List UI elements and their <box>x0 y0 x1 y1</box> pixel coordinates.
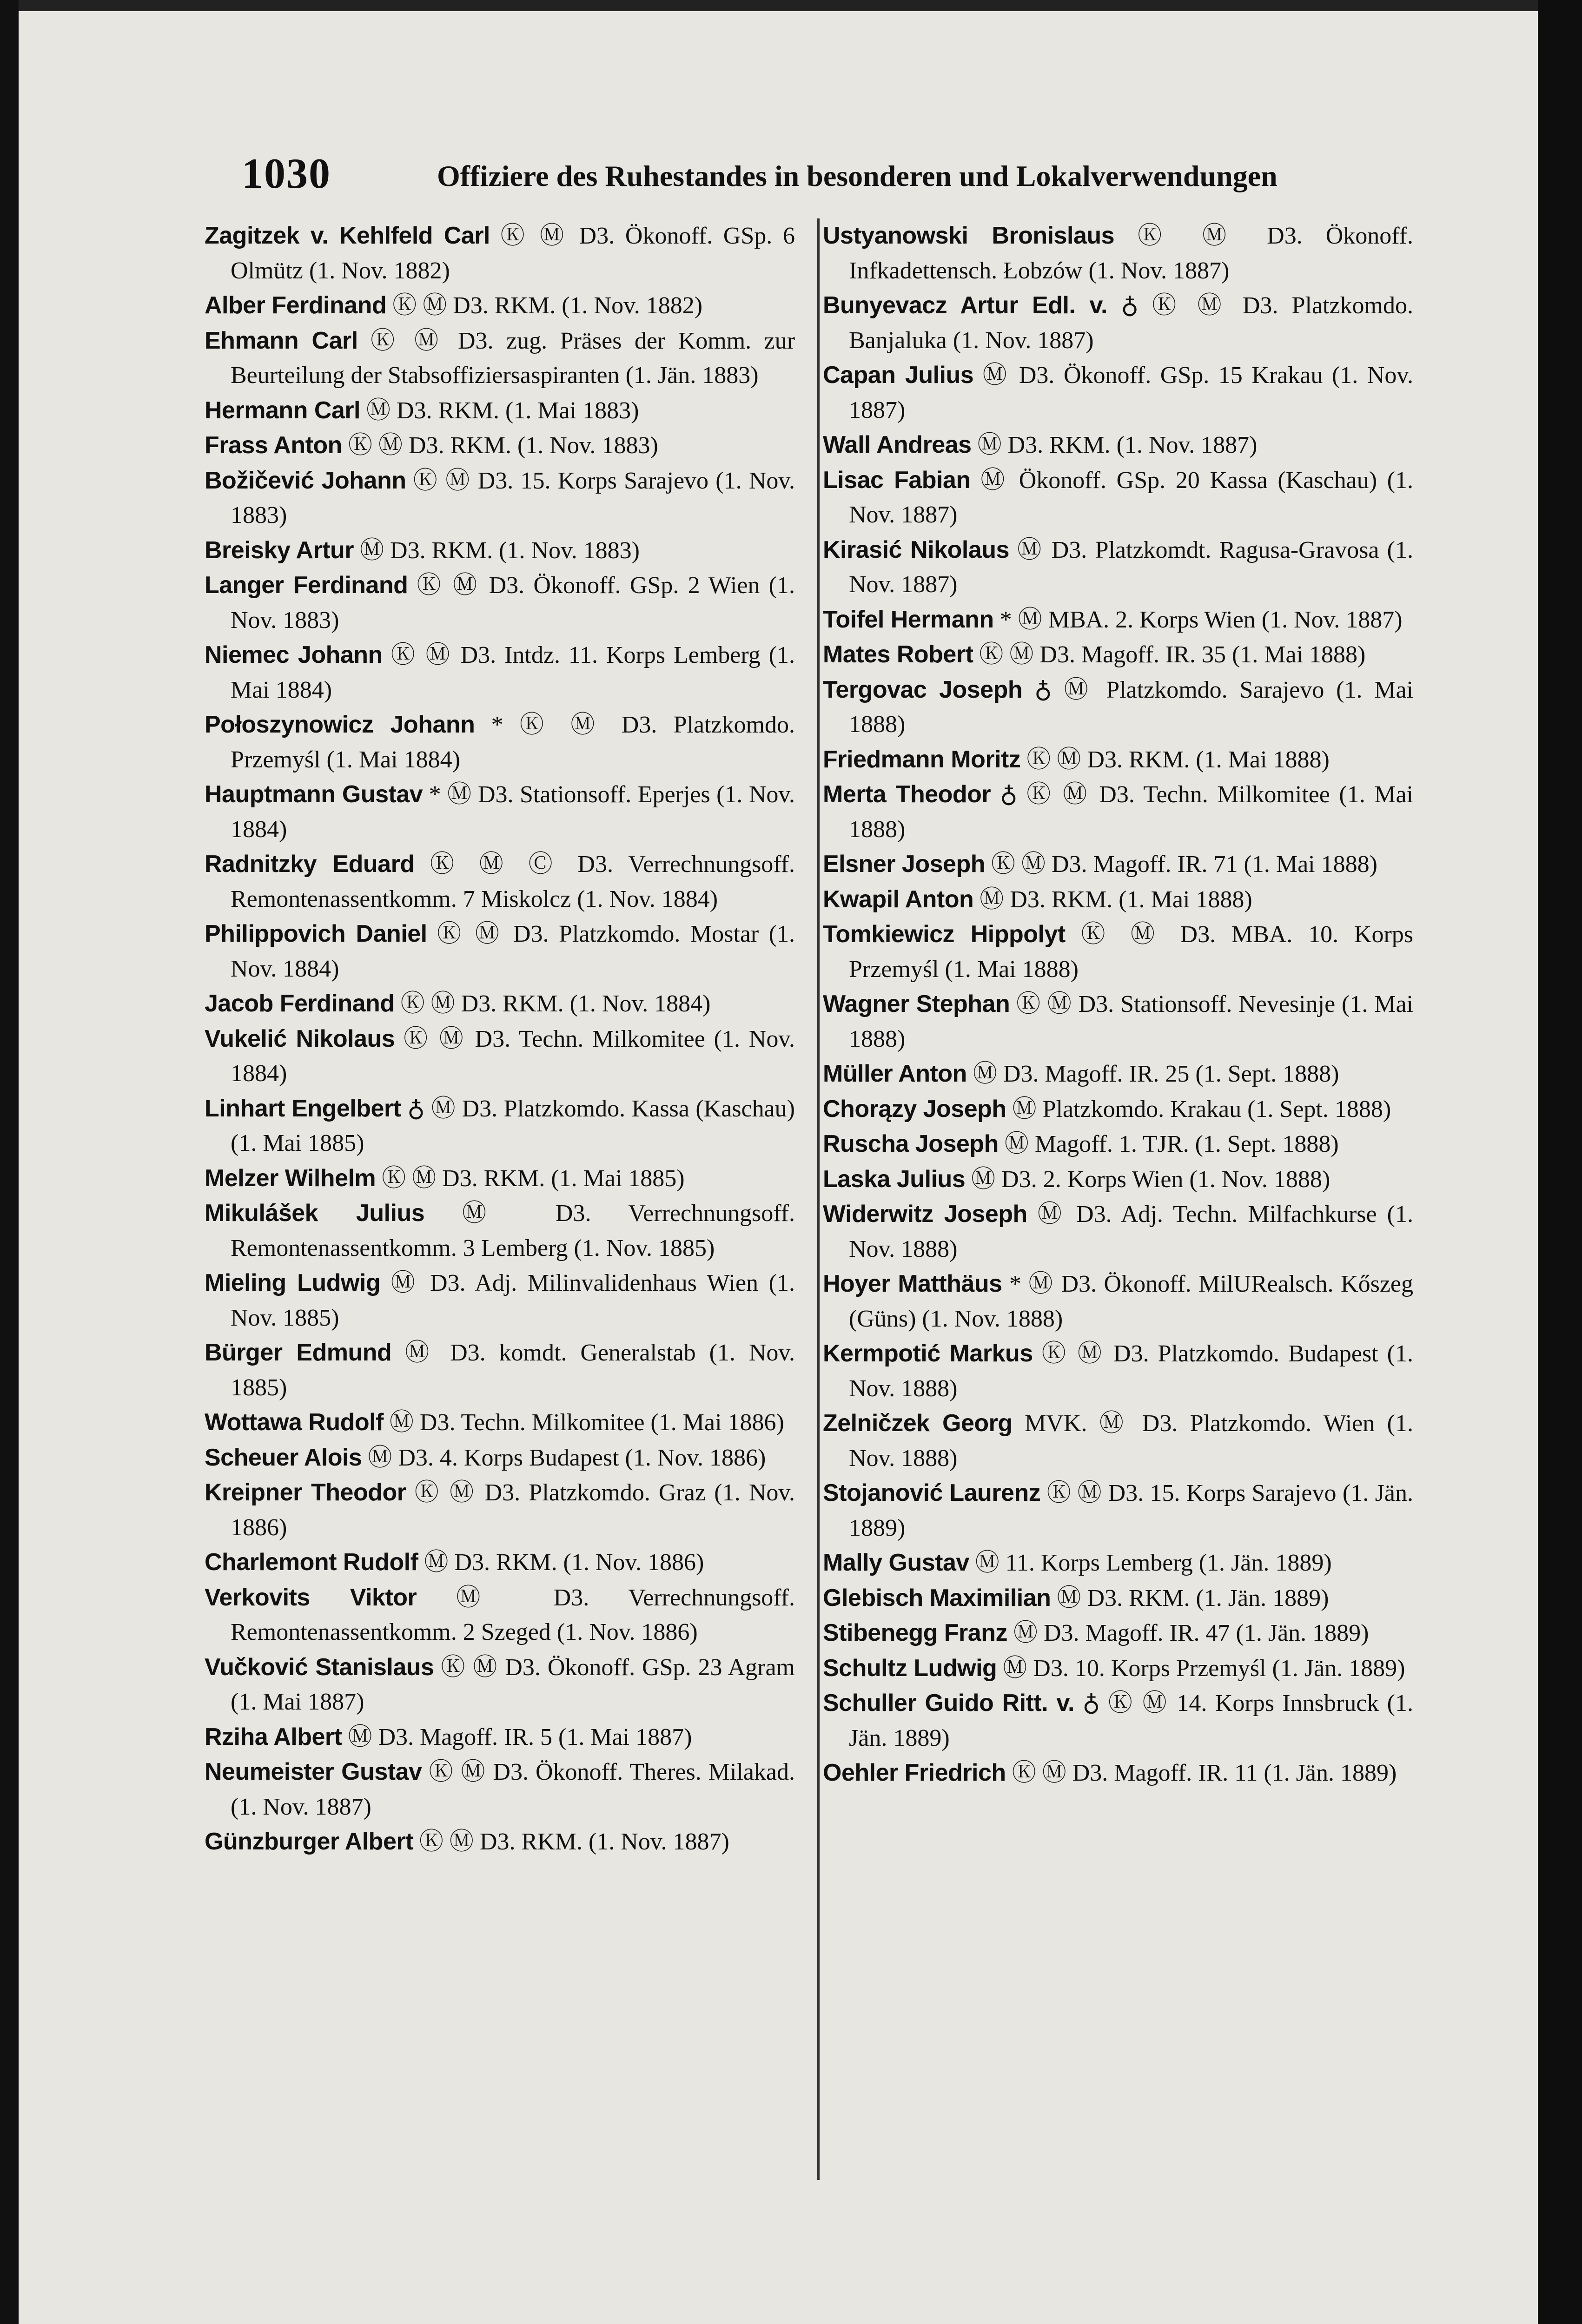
officer-details: Ⓚ Ⓜ D3. RKM. (1. Mai 1888) <box>1026 746 1330 773</box>
officer-name: Philippovich Daniel <box>205 920 427 947</box>
officer-details: Ⓜ D3. Techn. Milkomitee (1. Mai 1886) <box>389 1409 784 1436</box>
officer-details: Ⓜ 11. Korps Lemberg (1. Jän. 1889) <box>975 1550 1332 1576</box>
officer-entry <box>823 463 1413 533</box>
officer-details: Ⓚ Ⓜ D3. Ökonoff. GSp. 6 Olmütz (1. Nov. 1882) <box>231 223 795 284</box>
officer-name: Toifel Hermann <box>823 606 994 633</box>
officer-entry <box>823 1616 1413 1651</box>
officer-details: Ⓚ Ⓜ D3. RKM. (1. Nov. 1887) <box>419 1829 729 1855</box>
officer-details: Ⓚ Ⓜ D3. RKM. (1. Nov. 1883) <box>348 432 658 459</box>
officer-details: Ⓚ Ⓜ D3. zug. Präses der Komm. zur Beurteilung der Stabsoffiziersaspiranten (1. Jän. 1883) <box>231 327 795 389</box>
officer-entry <box>823 218 1413 288</box>
officer-name: Langer Ferdinand <box>205 572 408 599</box>
officer-name: Schuller Guido Ritt. v. <box>823 1690 1074 1717</box>
officer-details: Ⓜ D3. RKM. (1. Nov. 1883) <box>360 537 640 564</box>
officer-details: Ⓜ D3. Adj. Techn. Milfachkurse (1. Nov. 1888) <box>849 1201 1413 1262</box>
officer-name: Elsner Joseph <box>823 851 985 878</box>
scan-right-edge <box>1538 0 1582 2324</box>
officer-details: Ⓜ D3. RKM. (1. Mai 1888) <box>980 886 1252 913</box>
officer-details: ♁ Ⓜ D3. Platzkomdo. Kassa (Kaschau) (1. Mai 1885) <box>231 1095 795 1156</box>
officer-name: Verkovits Viktor <box>205 1584 417 1611</box>
officer-name: Hoyer Matthäus <box>823 1270 1002 1297</box>
officer-entry <box>205 324 795 393</box>
officer-details: Ⓚ Ⓜ Ⓒ D3. Verrechnungsoff. Remontenassentkomm. 7 Miskolcz (1. Nov. 1884) <box>231 851 795 912</box>
officer-entry <box>205 1475 795 1545</box>
officer-details: * Ⓜ D3. Stationsoff. Eperjes (1. Nov. 1884) <box>231 781 795 843</box>
officer-details: Ⓚ Ⓜ D3. Platzkomdo. Budapest (1. Nov. 1888) <box>849 1340 1413 1402</box>
officer-details: Ⓚ Ⓜ D3. Ökonoff. Infkadettensch. Łobzów (1. Nov. 1887) <box>849 223 1413 284</box>
officer-name: Merta Theodor <box>823 781 991 808</box>
officer-name: Mieling Ludwig <box>205 1269 381 1296</box>
officer-details: Ⓜ D3. RKM. (1. Jän. 1889) <box>1057 1585 1329 1611</box>
scan-top-edge <box>0 0 1582 11</box>
officer-entry <box>205 1266 795 1335</box>
officer-name: Widerwitz Joseph <box>823 1201 1027 1228</box>
officer-entry <box>823 1406 1413 1476</box>
officer-entry <box>823 1651 1413 1686</box>
officer-entry <box>205 638 795 707</box>
right-column <box>823 218 1413 2185</box>
officer-details: Ⓚ Ⓜ D3. Platzkomdo. Graz (1. Nov. 1886) <box>231 1479 795 1541</box>
officer-entry <box>205 1161 795 1196</box>
officer-entry <box>205 1335 795 1405</box>
officer-entry <box>205 1091 795 1161</box>
officer-entry <box>823 637 1413 673</box>
officer-name: Günzburger Albert <box>205 1828 413 1855</box>
officer-name: Kirasić Nikolaus <box>823 536 1009 563</box>
officer-entry <box>205 1022 795 1091</box>
officer-details: Ⓚ Ⓜ D3. Stationsoff. Nevesinje (1. Mai 1888) <box>849 991 1413 1052</box>
officer-details: Ⓜ D3. Magoff. IR. 5 (1. Mai 1887) <box>348 1723 692 1750</box>
officer-entry <box>205 1755 795 1824</box>
officer-details: Ⓜ D3. 4. Korps Budapest (1. Nov. 1886) <box>368 1444 766 1471</box>
officer-entry <box>823 1127 1413 1162</box>
officer-details: Ⓜ D3. RKM. (1. Nov. 1887) <box>977 432 1258 458</box>
officer-name: Jacob Ferdinand <box>205 990 395 1017</box>
officer-entry <box>205 1545 795 1580</box>
officer-name: Rziha Albert <box>205 1723 342 1750</box>
officer-entry <box>205 288 795 324</box>
officer-name: Ruscha Joseph <box>823 1130 999 1157</box>
officer-entry <box>205 463 795 533</box>
officer-entry <box>823 742 1413 778</box>
officer-name: Schultz Ludwig <box>823 1654 997 1682</box>
officer-name: Vučković Stanislaus <box>205 1653 434 1681</box>
officer-entry <box>205 1440 795 1476</box>
officer-name: Ehmann Carl <box>205 327 358 354</box>
officer-name: Scheuer Alois <box>205 1444 362 1471</box>
officer-entry <box>823 1162 1413 1197</box>
officer-entry <box>205 428 795 463</box>
officer-details: Ⓜ Ökonoff. GSp. 20 Kassa (Kaschau) (1. Nov. 1887) <box>849 467 1413 528</box>
officer-details: Ⓚ Ⓜ D3. Techn. Milkomitee (1. Nov. 1884) <box>231 1025 795 1087</box>
officer-details: Ⓜ D3. Platzkomdt. Ragusa-Gravosa (1. Nov. 1887) <box>849 536 1413 598</box>
officer-details: ♁ Ⓚ Ⓜ 14. Korps Innsbruck (1. Jän. 1889) <box>849 1690 1413 1751</box>
officer-details: Ⓚ Ⓜ D3. RKM. (1. Mai 1885) <box>382 1165 685 1192</box>
officer-details: Ⓜ D3. RKM. (1. Mai 1883) <box>366 397 639 424</box>
officer-name: Breisky Artur <box>205 536 354 564</box>
officer-details: Ⓚ Ⓜ D3. 15. Korps Sarajevo (1. Nov. 1883) <box>231 467 795 528</box>
officer-details: * Ⓚ Ⓜ D3. Platzkomdo. Przemyśl (1. Mai 1884) <box>231 712 795 773</box>
officer-name: Oehler Friedrich <box>823 1759 1006 1786</box>
page-header <box>242 149 1395 200</box>
officer-name: Wottawa Rudolf <box>205 1409 384 1436</box>
officer-details: Ⓜ D3. Verrechnungsoff. Remontenassentkomm. 3 Lemberg (1. Nov. 1885) <box>231 1200 795 1261</box>
running-title: Offiziere des Ruhestandes in besonderen und Lokalverwendungen <box>437 159 1278 192</box>
officer-name: Bunyevacz Artur Edl. v. <box>823 292 1107 319</box>
officer-entry <box>205 986 795 1022</box>
officer-entry <box>205 1824 795 1860</box>
officer-name: Połoszynowicz Johann <box>205 711 475 738</box>
officer-details: ♁ Ⓚ Ⓜ D3. Techn. Milkomitee (1. Mai 1888) <box>849 781 1413 843</box>
officer-entry <box>205 917 795 986</box>
officer-details: Ⓜ D3. komdt. Generalstab (1. Nov. 1885) <box>231 1340 795 1401</box>
officer-name: Zelničzek Georg <box>823 1410 1013 1437</box>
officer-entry <box>823 1581 1413 1616</box>
officer-entry <box>823 428 1413 463</box>
officer-details: Ⓚ Ⓜ D3. Platzkomdo. Mostar (1. Nov. 1884) <box>231 921 795 982</box>
officer-entry <box>205 707 795 777</box>
officer-details: Ⓚ Ⓜ D3. MBA. 10. Korps Przemyśl (1. Mai 1888) <box>849 921 1413 983</box>
officer-details: Ⓜ D3. Magoff. IR. 25 (1. Sept. 1888) <box>973 1061 1339 1087</box>
officer-name: Mally Gustav <box>823 1549 969 1576</box>
officer-entry <box>823 358 1413 428</box>
officer-details: Ⓜ Platzkomdo. Krakau (1. Sept. 1888) <box>1012 1096 1391 1122</box>
officer-entry <box>823 1686 1413 1756</box>
left-column <box>205 218 795 2185</box>
officer-entry <box>205 1720 795 1755</box>
officer-details: Ⓜ Magoff. 1. TJR. (1. Sept. 1888) <box>1004 1131 1339 1157</box>
officer-entry <box>823 1267 1413 1336</box>
officer-name: Linhart Engelbert <box>205 1095 401 1122</box>
officer-name: Tomkiewicz Hippolyt <box>823 921 1066 948</box>
officer-name: Vukelić Nikolaus <box>205 1025 395 1052</box>
officer-entry <box>205 1650 795 1720</box>
officer-entry <box>205 393 795 429</box>
officer-entry <box>205 533 795 568</box>
officer-name: Zagitzek v. Kehlfeld Carl <box>205 222 490 249</box>
officer-entry <box>823 533 1413 602</box>
officer-name: Hauptmann Gustav <box>205 781 423 808</box>
officer-details: Ⓚ Ⓜ D3. RKM. (1. Nov. 1884) <box>400 990 711 1017</box>
officer-name: Frass Anton <box>205 432 342 459</box>
officer-name: Alber Ferdinand <box>205 292 387 319</box>
officer-entry <box>823 1756 1413 1791</box>
officer-name: Capan Julius <box>823 362 974 389</box>
column-divider <box>817 218 820 2180</box>
officer-entry <box>823 987 1413 1056</box>
officer-name: Neumeister Gustav <box>205 1758 422 1785</box>
officer-name: Mikulášek Julius <box>205 1200 425 1227</box>
officer-entry <box>823 1092 1413 1127</box>
officer-details: Ⓜ D3. Adj. Milinvalidenhaus Wien (1. Nov. 1885) <box>231 1270 795 1331</box>
officer-name: Wagner Stephan <box>823 990 1010 1017</box>
officer-details: * Ⓜ D3. Ökonoff. MilURealsch. Kőszeg (Güns) (1. Nov. 1888) <box>849 1271 1413 1332</box>
officer-details: Ⓚ Ⓜ D3. 15. Korps Sarajevo (1. Jän. 1889) <box>849 1480 1413 1541</box>
officer-entry <box>823 1545 1413 1581</box>
officer-name: Radnitzky Eduard <box>205 851 415 878</box>
officer-entry <box>205 1196 795 1266</box>
officer-name: Chorązy Joseph <box>823 1095 1006 1122</box>
officer-details: Ⓜ D3. Ökonoff. GSp. 15 Krakau (1. Nov. 1887) <box>849 362 1413 423</box>
officer-details: Ⓚ Ⓜ D3. Ökonoff. GSp. 23 Agram (1. Mai 1887) <box>231 1654 795 1715</box>
officer-details: Ⓜ D3. Verrechnungsoff. Remontenassentkomm. 2 Szeged (1. Nov. 1886) <box>231 1584 795 1645</box>
officer-name: Kwapil Anton <box>823 885 974 913</box>
officer-entry <box>823 1476 1413 1545</box>
officer-name: Kreipner Theodor <box>205 1479 406 1506</box>
officer-name: Bürger Edmund <box>205 1339 392 1366</box>
officer-details: Ⓚ Ⓜ D3. Ökonoff. Theres. Milakad. (1. Nov. 1887) <box>231 1759 795 1820</box>
scan-left-edge <box>0 0 19 2324</box>
officer-name: Glebisch Maximilian <box>823 1584 1051 1611</box>
officer-details: ♁ Ⓜ Platzkomdo. Sarajevo (1. Mai 1888) <box>849 676 1413 738</box>
officer-details: Ⓜ D3. Magoff. IR. 47 (1. Jän. 1889) <box>1013 1620 1369 1646</box>
officer-name: Friedmann Moritz <box>823 746 1021 773</box>
officer-entry <box>823 777 1413 847</box>
officer-entry <box>823 1197 1413 1267</box>
officer-name: Mates Robert <box>823 641 973 668</box>
officer-entry <box>205 847 795 917</box>
officer-name: Niemec Johann <box>205 641 383 668</box>
officer-name: Wall Andreas <box>823 431 972 458</box>
page-number: 1030 <box>242 150 331 197</box>
officer-entry <box>205 218 795 288</box>
officer-name: Müller Anton <box>823 1060 967 1087</box>
officer-entry <box>205 1405 795 1440</box>
officer-entry <box>823 1056 1413 1092</box>
officer-entry <box>823 882 1413 918</box>
officer-details: Ⓜ D3. 10. Korps Przemyśl (1. Jän. 1889) <box>1003 1655 1405 1682</box>
officer-details: Ⓜ D3. RKM. (1. Nov. 1886) <box>424 1549 704 1576</box>
officer-entry <box>205 568 795 638</box>
officer-name: Hermann Carl <box>205 396 360 424</box>
officer-name: Charlemont Rudolf <box>205 1549 418 1576</box>
officer-entry <box>823 288 1413 358</box>
officer-details: Ⓚ Ⓜ D3. RKM. (1. Nov. 1882) <box>392 292 703 319</box>
officer-entry <box>823 673 1413 742</box>
officer-details: Ⓚ Ⓜ D3. Magoff. IR. 11 (1. Jän. 1889) <box>1012 1760 1397 1786</box>
officer-name: Tergovac Joseph <box>823 676 1023 703</box>
officer-name: Melzer Wilhelm <box>205 1164 376 1192</box>
officer-entry <box>205 777 795 847</box>
officer-details: * Ⓜ MBA. 2. Korps Wien (1. Nov. 1887) <box>1000 606 1403 633</box>
officer-details: ♁ Ⓚ Ⓜ D3. Platzkomdo. Banjaluka (1. Nov. 1887) <box>849 292 1413 354</box>
officer-details: Ⓚ Ⓜ D3. Intdz. 11. Korps Lemberg (1. Mai 1884) <box>231 642 795 703</box>
officer-entry <box>823 917 1413 987</box>
officer-name: Laska Julius <box>823 1165 966 1193</box>
officer-entry <box>823 1336 1413 1406</box>
officer-entry <box>823 847 1413 882</box>
officer-details: Ⓜ D3. 2. Korps Wien (1. Nov. 1888) <box>971 1166 1330 1193</box>
officer-name: Stojanović Laurenz <box>823 1479 1041 1506</box>
officer-name: Kermpotić Markus <box>823 1340 1033 1367</box>
officer-details: Ⓚ Ⓜ D3. Magoff. IR. 71 (1. Mai 1888) <box>991 851 1377 878</box>
officer-entry <box>823 602 1413 638</box>
officer-entry <box>205 1580 795 1650</box>
officer-details: Ⓚ Ⓜ D3. Ökonoff. GSp. 2 Wien (1. Nov. 1883) <box>231 572 795 634</box>
officer-details: Ⓚ Ⓜ D3. Magoff. IR. 35 (1. Mai 1888) <box>979 641 1366 668</box>
officer-details: MVK. Ⓜ D3. Platzkomdo. Wien (1. Nov. 1888) <box>849 1410 1413 1472</box>
officer-name: Ustyanowski Bronislaus <box>823 222 1115 249</box>
officer-name: Stibenegg Franz <box>823 1619 1007 1646</box>
officer-name: Lisac Fabian <box>823 466 971 494</box>
officer-name: Božičević Johann <box>205 467 406 494</box>
